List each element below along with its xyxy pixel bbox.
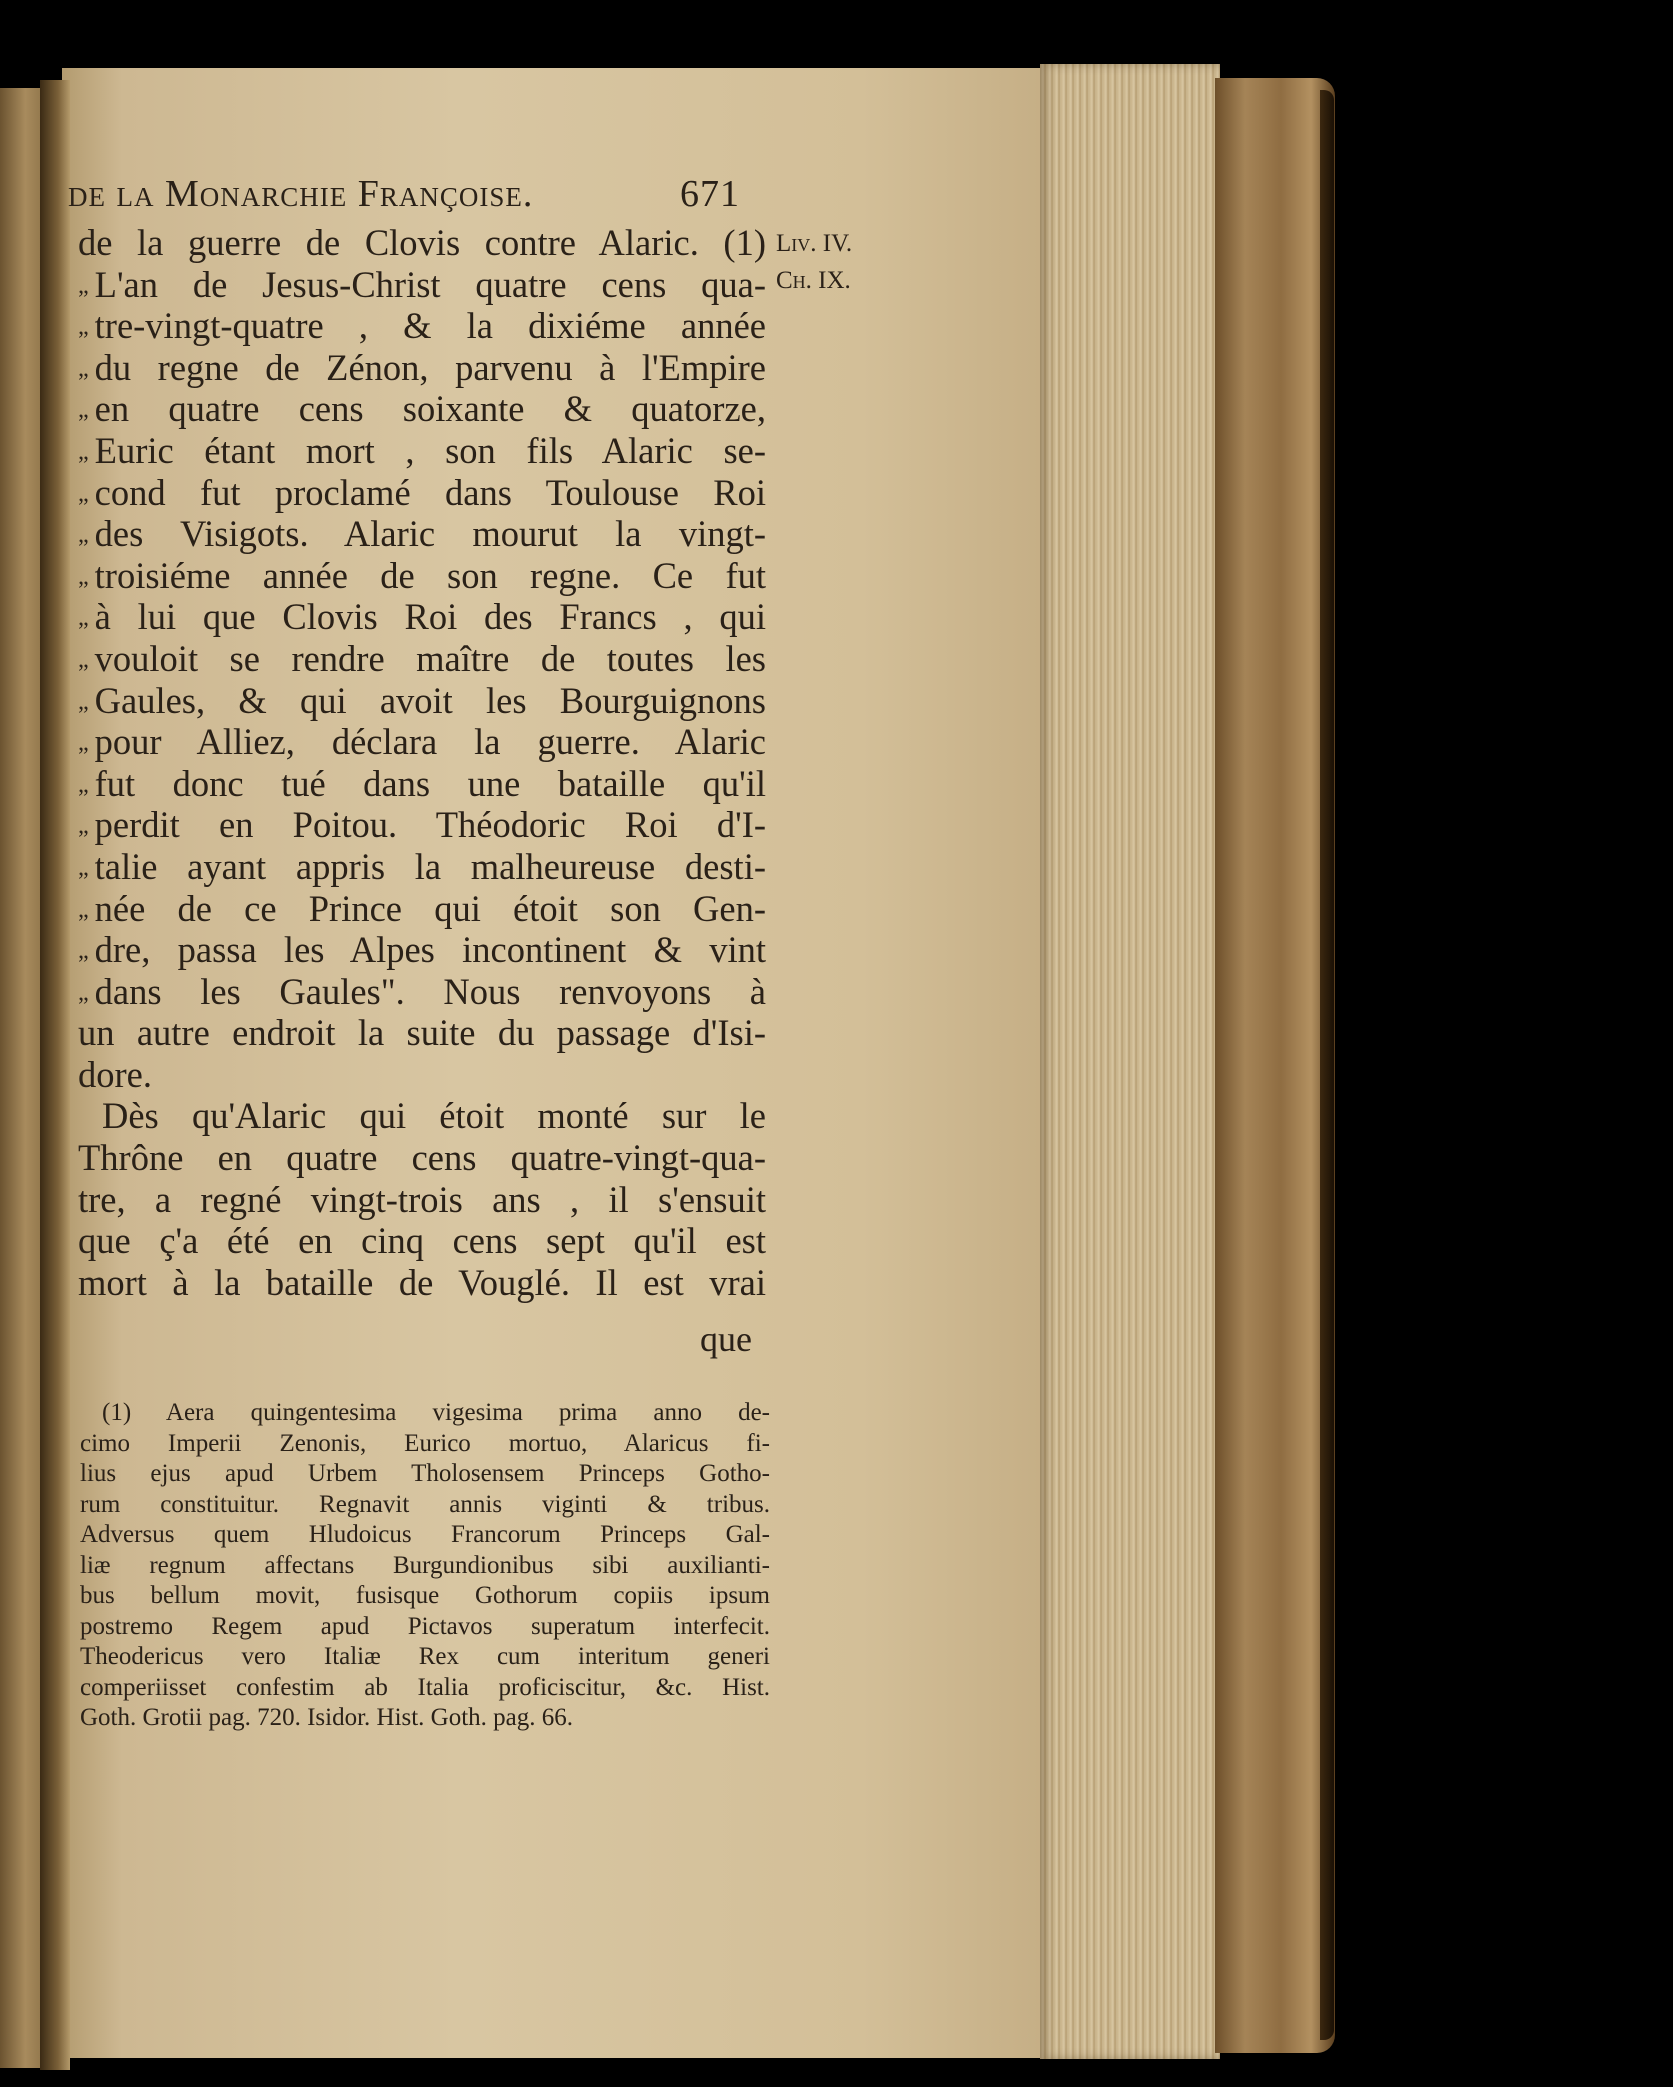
text-line: „ Gaules, & qui avoit les Bourguignons	[78, 680, 766, 722]
text-line: „ en quatre cens soixante & quatorze,	[78, 388, 766, 430]
running-title: Monarchie Françoise.	[164, 173, 534, 215]
text-line: que ç'a été en cinq cens sept qu'il est	[78, 1220, 766, 1262]
margin-note-book: Liv. IV.	[776, 230, 853, 257]
text-line: Dès qu'Alaric qui étoit monté sur le	[102, 1095, 766, 1137]
footnote-line: Adversus quem Hludoicus Francorum Princeps Gal-	[80, 1521, 770, 1548]
text-line: „ perdit en Poitou. Théodoric Roi d'I-	[78, 804, 766, 846]
text-line: „ talie ayant appris la malheureuse desti-	[78, 846, 766, 888]
binding-gutter	[40, 80, 70, 2070]
text-line: „ née de ce Prince qui étoit son Gen-	[78, 888, 766, 930]
margin-note-chapter: Ch. IX.	[776, 267, 851, 294]
text-line: „ dans les Gaules". Nous renvoyons à	[78, 971, 766, 1013]
running-title-prefix: de la	[68, 173, 155, 215]
footnote-line: liæ regnum affectans Burgundionibus sibi auxilianti-	[80, 1551, 770, 1579]
text-line: „ des Visigots. Alaric mourut la vingt-	[78, 513, 766, 555]
text-line: „ tre-vingt-quatre , & la dixiéme année	[78, 305, 766, 347]
cover-edge	[1320, 90, 1334, 2040]
footnote-line: (1) Aera quingentesima vigesima prima anno de-	[102, 1399, 770, 1426]
text-line: „ à lui que Clovis Roi des Francs , qui	[78, 596, 766, 638]
page-number: 671	[680, 173, 740, 215]
text-line: „ L'an de Jesus-Christ quatre cens qua-	[78, 264, 766, 306]
text-line: „ Euric étant mort , son fils Alaric se-	[78, 430, 766, 472]
catchword: que	[700, 1319, 752, 1359]
footnote-line: Goth. Grotii pag. 720. Isidor. Hist. Goth. pag. 66.	[80, 1704, 574, 1731]
text-line: „ cond fut proclamé dans Toulouse Roi	[78, 472, 766, 514]
footnote-line: lius ejus apud Urbem Tholosensem Princeps Gotho-	[80, 1460, 770, 1487]
running-header	[68, 172, 768, 216]
footnote-line: comperiisset confestim ab Italia proficiscitur, &c. Hist.	[80, 1673, 770, 1701]
footnote	[80, 1398, 770, 1734]
text-line: un autre endroit la suite du passage d'Isi-	[78, 1012, 766, 1054]
footnote-line: cimo Imperii Zenonis, Eurico mortuo, Alaricus fi-	[80, 1429, 770, 1457]
footnote-line: rum constituitur. Regnavit annis viginti & tribus.	[80, 1490, 770, 1518]
footnote-line: bus bellum movit, fusisque Gothorum copiis ipsum	[80, 1582, 770, 1609]
text-line: tre, a regné vingt-trois ans , il s'ensuit	[78, 1178, 766, 1220]
text-line: mort à la bataille de Vouglé. Il est vrai	[78, 1261, 766, 1303]
text-line: „ vouloit se rendre maître de toutes les	[78, 638, 766, 680]
text-line: de la guerre de Clovis contre Alaric. (1)	[78, 222, 766, 263]
text-line: Thrône en quatre cens quatre-vingt-qua-	[78, 1137, 766, 1179]
text-line: „ dre, passa les Alpes incontinent & vint	[78, 929, 766, 971]
footnote-line: postremo Regem apud Pictavos superatum interfecit.	[80, 1612, 770, 1640]
text-line: „ fut donc tué dans une bataille qu'il	[78, 763, 766, 805]
page-edges	[1040, 64, 1220, 2059]
text-line: dore.	[78, 1053, 152, 1095]
text-line: „ troisiéme année de son regne. Ce fut	[78, 555, 766, 597]
body-text	[78, 222, 766, 1303]
footnote-line: Theodericus vero Italiæ Rex cum interitum generi	[80, 1643, 770, 1670]
text-line: „ pour Alliez, déclara la guerre. Alaric	[78, 721, 766, 763]
text-line: „ du regne de Zénon, parvenu à l'Empire	[78, 347, 766, 389]
book-cover	[1215, 78, 1335, 2053]
